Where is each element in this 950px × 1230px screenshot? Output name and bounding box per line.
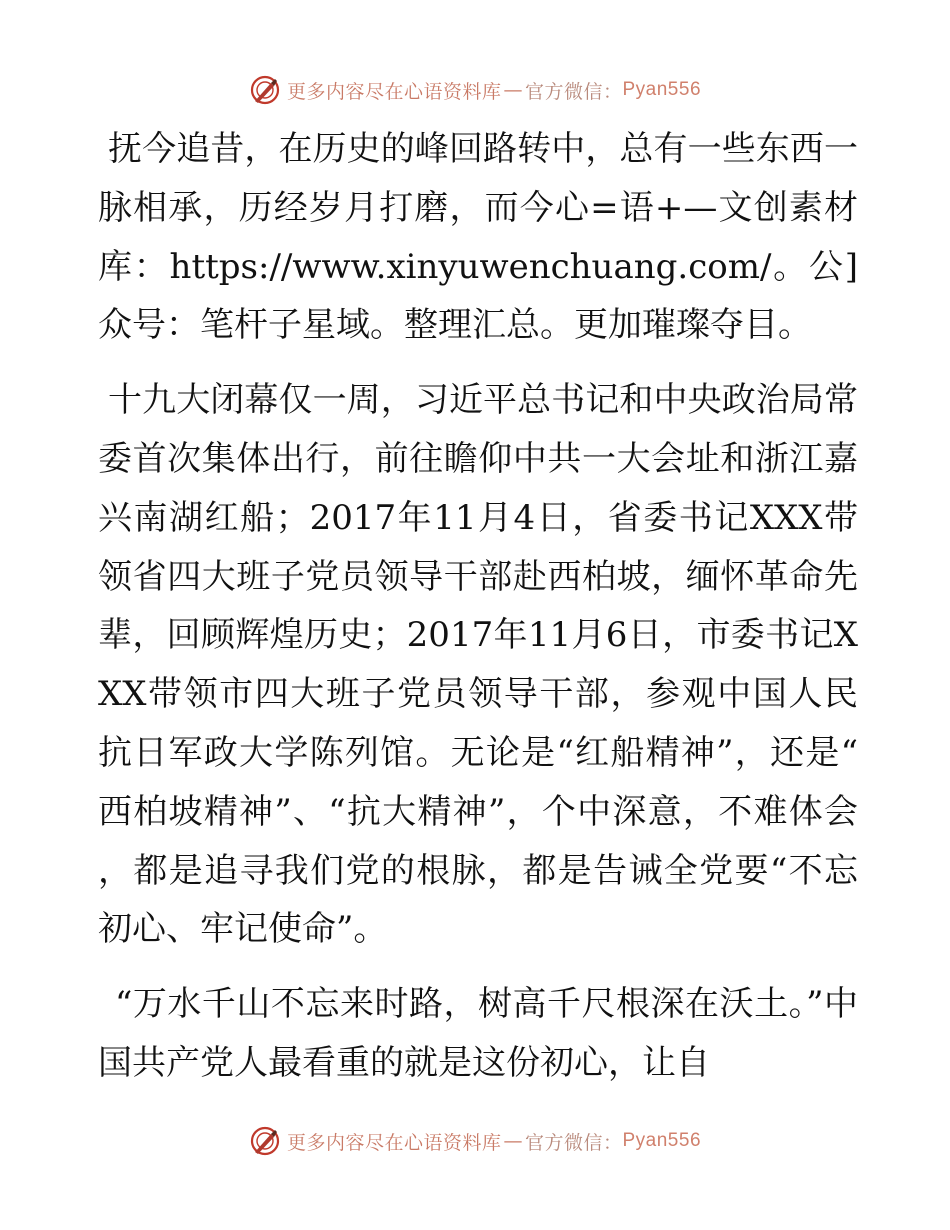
- header-official-text: 官方微信：: [524, 80, 623, 103]
- footer-site-text: 更多内容尽在心语资料库: [286, 1131, 502, 1154]
- header-watermark-banner: [0, 70, 950, 110]
- header-dash: —: [503, 79, 523, 101]
- document-body: [98, 120, 858, 1109]
- pen-logo-icon: [249, 74, 281, 106]
- footer-watermark-banner: [0, 1121, 950, 1161]
- paragraph-2: 十九大闭幕仅一周，习近平总书记和中央政治局常委首次集体出行，前往瞻仰中共一大会址和浙江嘉兴南湖红船；2017年11月4日，省委书记XXX带领省四大班子党员领导干部赴西柏坡，缅怀革命先辈，回顾辉煌历史；2017年11月6日，市委书记XXX带领市四大班子党员领导干部，参观中国人民抗日军政大学陈列馆。无论是“红船精神”，还是“西柏坡精神”、“抗大精神”，个中深意，不难体会，都是追寻我们党的根脉，都是告诫全党要“不忘初心、牢记使命”。: [98, 380, 858, 950]
- footer-dash: —: [503, 1130, 523, 1152]
- header-site-text: 更多内容尽在心语资料库: [286, 80, 502, 103]
- footer-official-text: 官方微信：: [524, 1131, 623, 1154]
- paragraph-3: “万水千山不忘来时路，树高千尺根深在沃土。”中国共产党人最看重的就是这份初心，让自: [98, 984, 858, 1083]
- header-wechat-id: Pyan556: [622, 79, 702, 100]
- pen-logo-icon: [249, 1125, 281, 1157]
- footer-wechat-id: Pyan556: [622, 1130, 702, 1151]
- paragraph-1: 抚今追昔，在历史的峰回路转中，总有一些东西一脉相承，历经岁月打磨，而今心=语+—文创素材库：https://www.xinyuwenchuang.com/。公]众号：笔杆子星域。整理汇总。更加璀璨夺目。: [98, 129, 858, 346]
